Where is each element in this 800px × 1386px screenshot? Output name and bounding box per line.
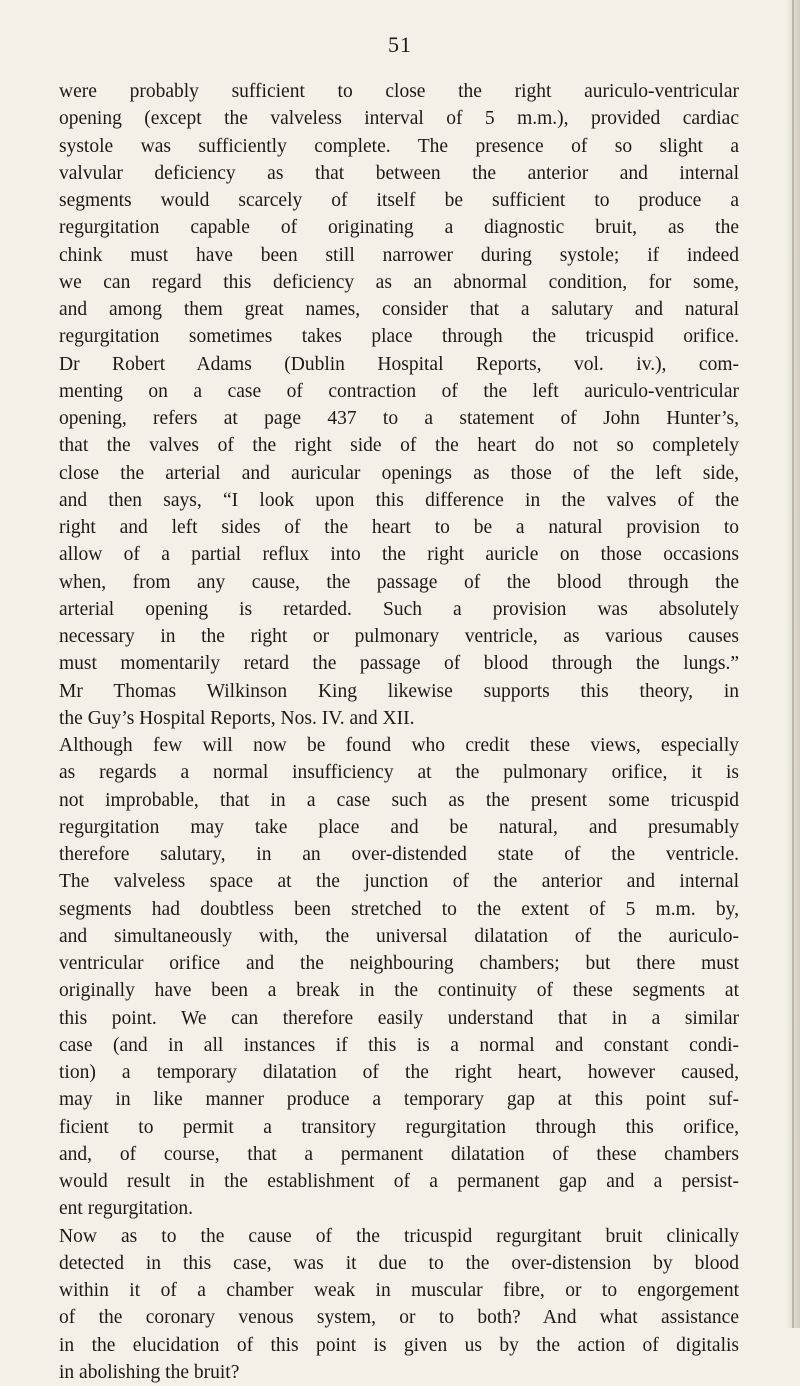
text-line: were probably sufficient to close the right auriculo-ventricular bbox=[59, 81, 739, 102]
body-text bbox=[59, 78, 739, 1386]
text-line: necessary in the right or pulmonary ventricle, as various causes bbox=[59, 626, 739, 647]
text-line: not improbable, that in a case such as the present some tricuspid bbox=[59, 789, 739, 811]
page-edge-line bbox=[792, 0, 794, 1328]
text-line: right and left sides of the heart to be a natural provision to bbox=[59, 517, 739, 538]
text-line: opening (except the valveless interval of 5 m.m.), provided cardiac bbox=[59, 108, 739, 130]
text-line: we can regard this deficiency as an abnormal condition, for some, bbox=[59, 271, 739, 293]
text-line: tion) a temporary dilatation of the right heart, however caused, bbox=[59, 1062, 739, 1083]
page-number: 51 bbox=[388, 32, 412, 57]
text-line: therefore salutary, in an over-distended state of the ventricle. bbox=[59, 844, 739, 865]
text-line: The valveless space at the junction of the anterior and internal bbox=[59, 871, 739, 893]
text-line: Now as to the cause of the tricuspid regurgitant bruit clinically bbox=[59, 1225, 739, 1247]
text-line: menting on a case of contraction of the left auriculo-ventricular bbox=[59, 380, 739, 402]
text-line: arterial opening is retarded. Such a provision was absolutely bbox=[59, 598, 739, 620]
text-line: as regards a normal insufficiency at the pulmonary orifice, it is bbox=[59, 762, 739, 784]
text-line: ent regurgitation. bbox=[59, 1198, 193, 1220]
text-line: this point. We can therefore easily understand that in a similar bbox=[59, 1007, 739, 1029]
text-line: would result in the establishment of a permanent gap and a persist- bbox=[59, 1171, 739, 1192]
text-line: Dr Robert Adams (Dublin Hospital Reports, vol. iv.), com- bbox=[59, 353, 739, 375]
text-line: ficient to permit a transitory regurgitation through this orifice, bbox=[59, 1116, 739, 1138]
text-line: segments had doubtless been stretched to the extent of 5 m.m. by, bbox=[59, 898, 739, 920]
text-line: segments would scarcely of itself be sufficient to produce a bbox=[59, 190, 739, 211]
text-line: may in like manner produce a temporary gap at this point suf- bbox=[59, 1089, 739, 1111]
text-line: Mr Thomas Wilkinson King likewise supports this theory, in bbox=[59, 680, 739, 702]
text-line: systole was sufficiently complete. The presence of so slight a bbox=[59, 135, 739, 157]
text-line: within it of a chamber weak in muscular fibre, or to engorgement bbox=[59, 1280, 739, 1301]
text-line: and, of course, that a permanent dilatation of these chambers bbox=[59, 1143, 739, 1165]
text-line: Although few will now be found who credit these views, especially bbox=[59, 735, 739, 756]
text-line: in abolishing the bruit? bbox=[59, 1361, 240, 1383]
text-line: in the elucidation of this point is given us by the action of digitalis bbox=[59, 1334, 739, 1356]
text-line: originally have been a break in the continuity of these segments at bbox=[59, 980, 739, 1002]
text-line: and then says, “I look upon this difference in the valves of the bbox=[59, 489, 739, 511]
text-line: close the arterial and auricular openings as those of the left side, bbox=[59, 462, 739, 484]
text-line: when, from any cause, the passage of the blood through the bbox=[59, 571, 739, 593]
text-line: and among them great names, consider that a salutary and natural bbox=[59, 299, 739, 320]
text-line: detected in this case, was it due to the over-distension by blood bbox=[59, 1252, 739, 1274]
text-line: opening, refers at page 437 to a statement of John Hunter’s, bbox=[59, 408, 739, 429]
text-line: case (and in all instances if this is a normal and constant condi- bbox=[59, 1034, 739, 1056]
text-line: the Guy’s Hospital Reports, Nos. IV. and XII. bbox=[59, 707, 415, 729]
text-line: regurgitation capable of originating a diagnostic bruit, as the bbox=[59, 217, 739, 239]
text-line: must momentarily retard the passage of blood through the lungs.” bbox=[59, 653, 739, 675]
text-line: valvular deficiency as that between the anterior and internal bbox=[59, 162, 739, 184]
text-line: and simultaneously with, the universal dilatation of the auriculo- bbox=[59, 925, 739, 947]
text-line: regurgitation may take place and be natural, and presumably bbox=[59, 816, 739, 838]
text-line: that the valves of the right side of the heart do not so completely bbox=[59, 435, 739, 457]
text-line: allow of a partial reflux into the right auricle on those occasions bbox=[59, 544, 739, 566]
text-line: ventricular orifice and the neighbouring chambers; but there must bbox=[59, 953, 739, 974]
text-line: chink must have been still narrower during systole; if indeed bbox=[59, 244, 739, 266]
text-line: regurgitation sometimes takes place through the tricuspid orifice. bbox=[59, 326, 739, 348]
text-line: of the coronary venous system, or to both? And what assistance bbox=[59, 1307, 739, 1329]
